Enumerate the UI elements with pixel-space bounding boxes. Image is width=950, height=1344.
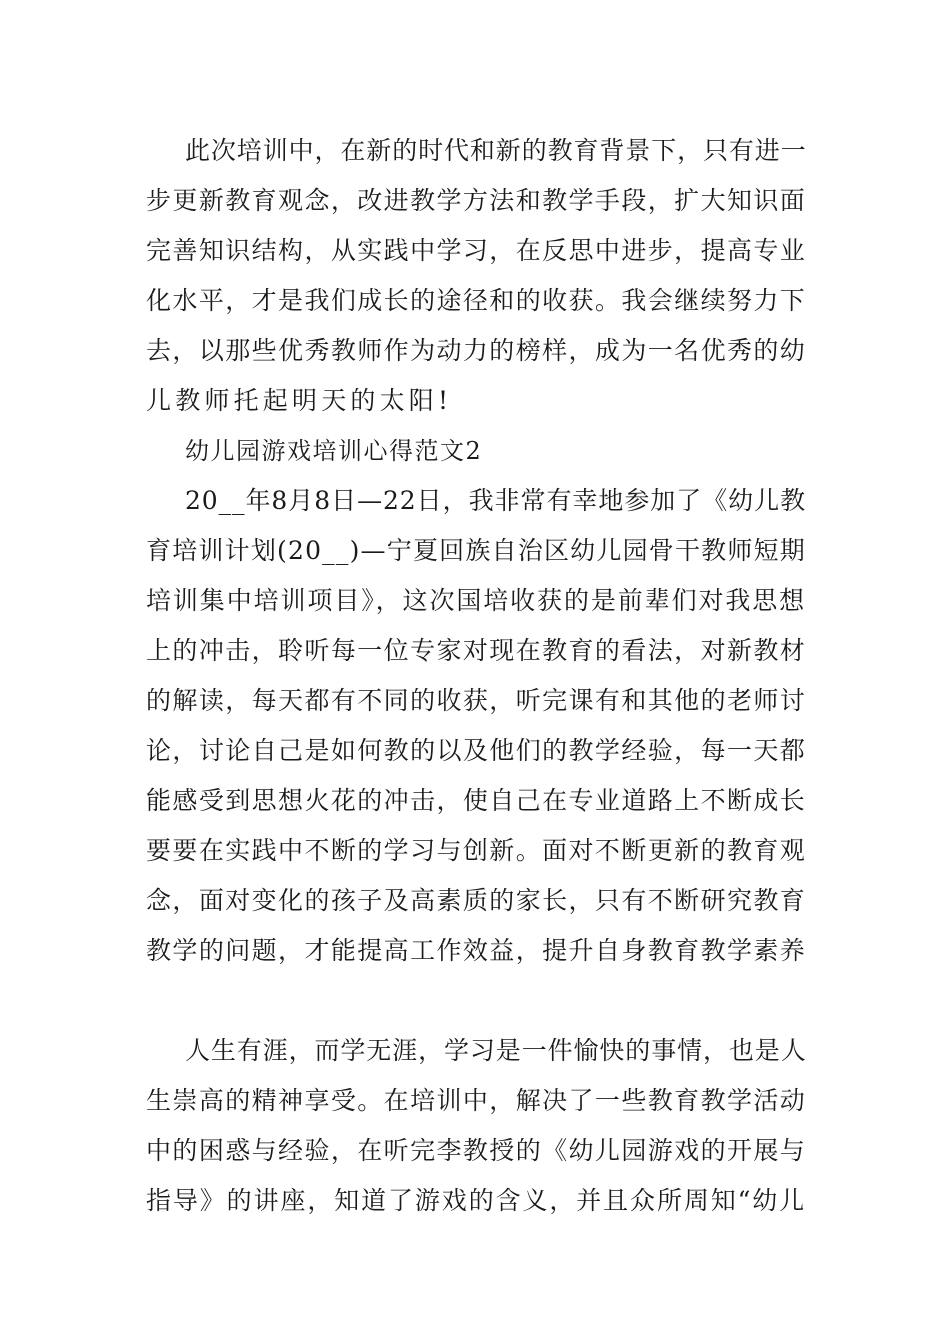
paragraph-1-line-1: 此次培训中，在新的时代和新的教育背景下，只有进一 [185,136,807,165]
paragraph-2-line-10: 教学的问题，才能提高工作效益，提升自身教育教学素养 [146,936,806,965]
paragraph-2-line-7: 能感受到思想火花的冲击，使自己在专业道路上不断成长 [146,786,806,815]
paragraph-2-line-8: 要要在实践中不断的学习与创新。面对不断更新的教育观 [146,836,806,865]
section-heading: 幼儿园游戏培训心得范文2 [185,437,483,465]
paragraph-3-line-1: 人生有涯，而学无涯，学习是一件愉快的事情，也是人 [185,1036,807,1065]
paragraph-2-line-6: 论，讨论自己是如何教的以及他们的教学经验，每一天都 [146,736,806,765]
paragraph-2-line-3: 培训集中培训项目》，这次国培收获的是前辈们对我思想 [146,586,806,615]
paragraph-1-line-6: 儿教师托起明天的太阳! [146,386,453,415]
paragraph-2-line-4: 上的冲击，聆听每一位专家对现在教育的看法，对新教材 [146,636,806,665]
paragraph-2-line-2: 育培训计划(20__)—宁夏回族自治区幼儿园骨干教师短期 [146,536,806,565]
paragraph-1-line-5: 去，以那些优秀教师作为动力的榜样，成为一名优秀的幼 [146,336,806,365]
paragraph-2-line-1: 20__年8月8日—22日，我非常有幸地参加了《幼儿教 [185,486,806,515]
paragraph-2-line-9: 念，面对变化的孩子及高素质的家长，只有不断研究教育 [146,886,806,915]
paragraph-3-line-4: 指导》的讲座，知道了游戏的含义，并且众所周知“幼儿 [146,1186,806,1215]
paragraph-3-line-2: 生崇高的精神享受。在培训中，解决了一些教育教学活动 [146,1086,806,1115]
paragraph-1-line-2: 步更新教育观念，改进教学方法和教学手段，扩大知识面 [146,186,806,215]
paragraph-1-line-3: 完善知识结构，从实践中学习，在反思中进步，提高专业 [146,236,806,265]
paragraph-3-line-3: 中的困惑与经验，在听完李教授的《幼儿园游戏的开展与 [146,1136,806,1165]
paragraph-2-line-5: 的解读，每天都有不同的收获，听完课有和其他的老师讨 [146,686,806,715]
paragraph-1-line-4: 化水平，才是我们成长的途径和的收获。我会继续努力下 [146,286,806,315]
